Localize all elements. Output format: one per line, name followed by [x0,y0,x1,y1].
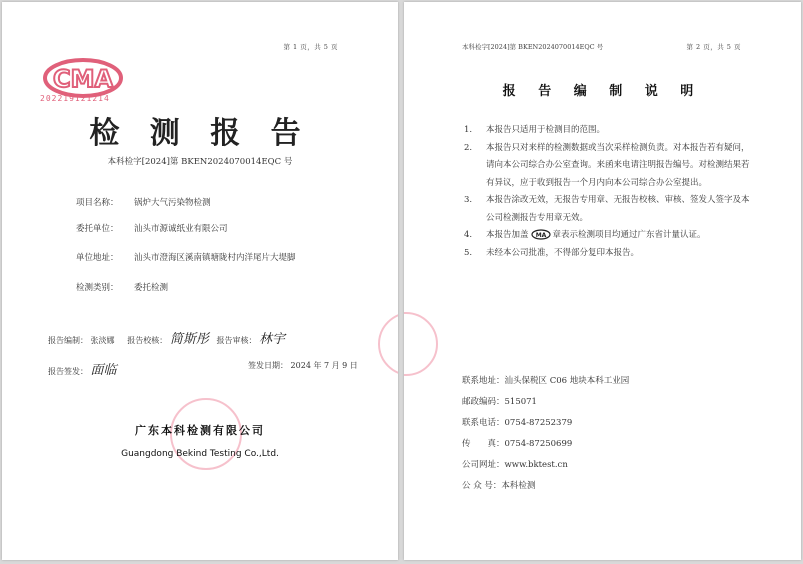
contact-wechat: 公 众 号：本科检测 [462,481,536,491]
issue-date-value: 2024 年 7 月 9 日 [290,361,358,370]
contact-fax: 传 真：0754-87250699 [462,439,573,449]
report-cover-page [2,2,398,560]
signature-row [48,328,285,347]
cma-inline-icon [531,229,551,240]
report-title: 检 测 报 告 [89,116,311,151]
field-value: 汕头市澄海区溪南镇塘陇村内洋尾片大堤脚 [134,253,296,263]
field-value: 汕头市源诚纸业有限公司 [134,224,228,234]
half-seal [378,312,398,376]
report-number: 本科检字[2024]第 BKEN2024070014EQC 号 [462,43,604,51]
company-name-en: Guangdong Bekind Testing Co.,Ltd. [121,449,279,459]
half-seal [404,312,438,376]
reviewer-signature: 林宇 [259,332,286,347]
reviewer-label: 报告审核： [216,336,257,345]
contact-address: 联系地址：汕头保税区 C06 地块本科工业园 [462,376,630,386]
company-name-cn: 广东本科检测有限公司 [135,424,265,437]
report-notes-page [404,2,801,560]
field-client [76,222,228,234]
cma-certificate-code: 202219121214 [40,94,110,103]
checker-signature: 简斯彤 [169,332,209,347]
contact-website: 公司网址：www.bktest.cn [462,460,568,470]
field-label: 单位地址： [76,253,119,263]
issue-date-label: 签发日期： [248,361,288,370]
svg-text:MA: MA [535,232,546,239]
compiler-name: 张淡娜 [90,336,115,345]
field-address [76,251,296,263]
field-test-category [76,281,168,293]
field-value: 锅炉大气污染物检测 [134,198,211,208]
note-item: 2. 本报告只对来样的检测数据或当次采样检测负责。对本报告若有疑问，请向本公司综合办公室查询。来函来电请注明报告编号。对检测结果若有异议，应于收到报告一个月内向本公司综合办公室提出。 [464,142,750,188]
field-label: 委托单位： [76,224,119,234]
note-item: 3. 本报告涂改无效，无报告专用章、无报告校核、审核、签发人签字及本公司检测报告专用章无效。 [464,195,750,223]
checker-label: 报告校核： [127,336,168,345]
issuer-row [48,359,117,378]
report-number: 本科检字[2024]第 BKEN2024070014EQC 号 [107,157,293,167]
contact-postcode: 邮政编码：515071 [462,397,537,407]
svg-text:CMA: CMA [52,65,114,93]
issuer-signature: 面临 [90,363,117,378]
note-item: 1. 本报告只适用于检测目的范围。 [464,125,606,135]
issuer-label: 报告签发： [48,367,88,376]
page-indicator: 第 2 页，共 5 页 [686,43,741,51]
note-item: 5. 未经本公司批准，不得部分复印本报告。 [464,247,640,258]
notes-list [464,122,754,262]
issue-date [248,360,358,371]
note-item: 4. 本报告加盖 MA 章表示检测项目均通过广东省计量认证。 [464,230,706,240]
contact-phone: 联系电话：0754-87252379 [462,418,573,428]
field-label: 项目名称： [76,198,119,208]
compiler-label: 报告编制： [48,336,88,345]
contact-info [462,374,629,500]
field-project-name [76,196,211,208]
field-value: 委托检测 [134,283,169,293]
page-indicator: 第 1 页，共 5 页 [283,43,338,51]
field-label: 检测类别： [76,283,119,293]
notes-title: 报 告 编 制 说 明 [502,84,703,99]
